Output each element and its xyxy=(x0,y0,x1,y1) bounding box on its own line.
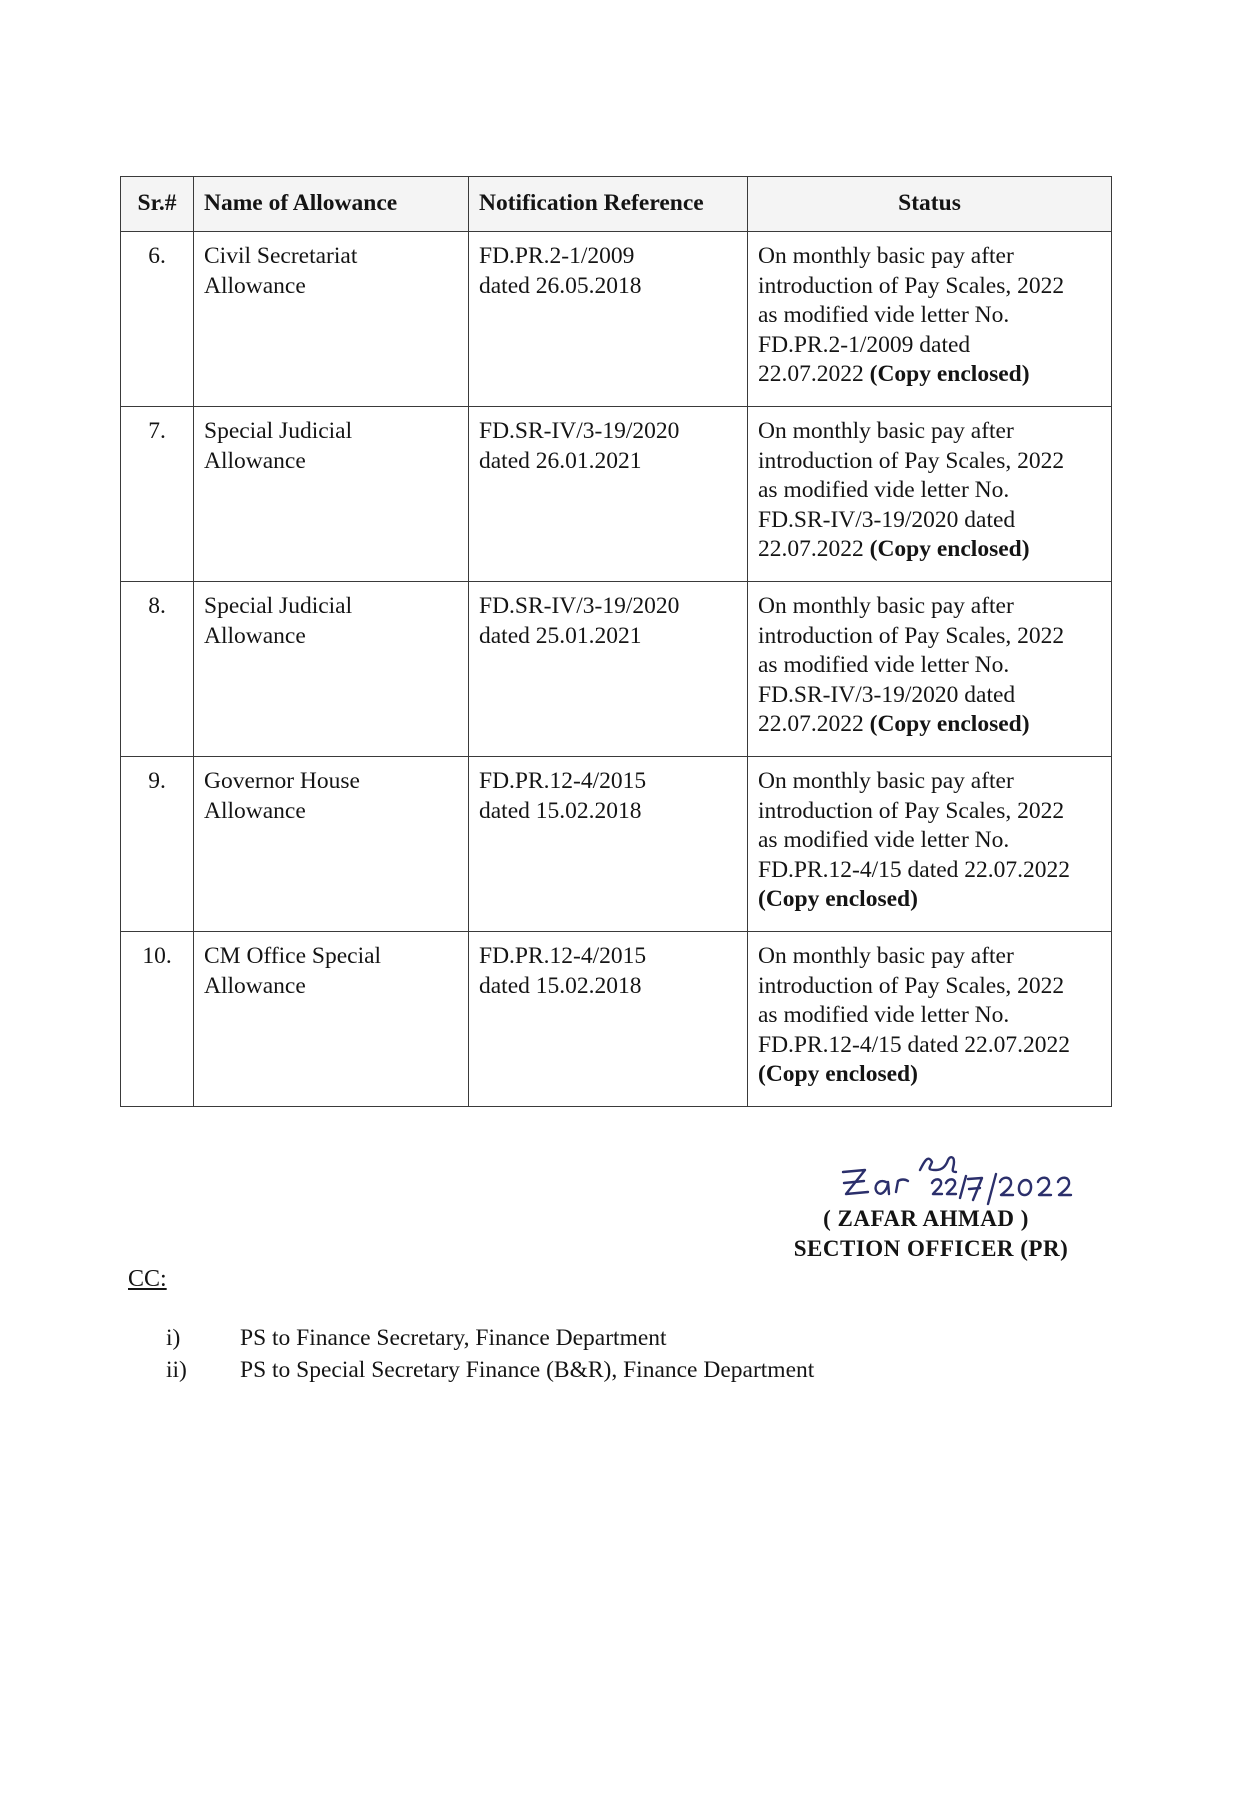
notification-reference-cell xyxy=(469,407,748,582)
status-line: On monthly basic pay after xyxy=(758,593,1014,619)
sr-cell: 7. xyxy=(121,407,194,582)
allowance-name-line: Allowance xyxy=(204,447,306,474)
allowance-name-line: Allowance xyxy=(204,797,306,824)
allowance-name-cell xyxy=(194,407,469,582)
status-line: introduction of Pay Scales, 2022 xyxy=(758,272,1065,299)
cc-item-text: PS to Special Secretary Finance (B&R), Finance Department xyxy=(240,1357,815,1383)
allowance-name-line: Allowance xyxy=(204,972,306,999)
notification-reference-line: FD.PR.12-4/2015 xyxy=(479,768,647,794)
cc-item-marker: i) xyxy=(166,1325,181,1351)
status-line: FD.SR-IV/3-19/2020 dated xyxy=(758,506,1016,533)
status-cell xyxy=(748,932,1112,1107)
status-line: as modified vide letter No. xyxy=(758,1002,1010,1028)
status-line: FD.PR.2-1/2009 dated xyxy=(758,331,971,358)
status-line: FD.SR-IV/3-19/2020 dated xyxy=(758,681,1016,708)
table-body xyxy=(121,232,1112,1107)
officer-title: SECTION OFFICER (PR) xyxy=(793,1236,1069,1261)
sr-cell: 8. xyxy=(121,582,194,757)
table-row xyxy=(121,757,1112,932)
status-line: FD.PR.12-4/15 dated 22.07.2022 xyxy=(758,856,1071,883)
cc-list xyxy=(160,1322,814,1386)
sr-cell: 10. xyxy=(121,932,194,1107)
notification-reference-line: FD.PR.2-1/2009 xyxy=(479,243,635,269)
notification-reference-line: FD.SR-IV/3-19/2020 xyxy=(479,593,680,619)
header-status: Status xyxy=(748,177,1112,232)
status-date: 22.07.2022 xyxy=(758,361,864,387)
allowance-name-line: Special Judicial xyxy=(204,418,353,444)
header-notification-reference: Notification Reference xyxy=(469,177,748,232)
status-line: as modified vide letter No. xyxy=(758,652,1010,678)
status-line: as modified vide letter No. xyxy=(758,302,1010,328)
copy-enclosed-note: (Copy enclosed) xyxy=(758,1061,918,1087)
notification-reference-line: dated 15.02.2018 xyxy=(479,797,642,824)
status-cell xyxy=(748,407,1112,582)
allowance-name-line: Allowance xyxy=(204,272,306,299)
notification-reference-line: FD.SR-IV/3-19/2020 xyxy=(479,418,680,444)
status-line: On monthly basic pay after xyxy=(758,768,1014,794)
status-line: introduction of Pay Scales, 2022 xyxy=(758,797,1065,824)
cc-heading: CC: xyxy=(128,1266,167,1292)
status-line: FD.PR.12-4/15 dated 22.07.2022 xyxy=(758,1031,1071,1058)
allowance-name-cell xyxy=(194,932,469,1107)
allowance-name-line: Civil Secretariat xyxy=(204,243,358,269)
cc-item xyxy=(160,1354,814,1386)
allowance-name-cell xyxy=(194,232,469,407)
status-line: introduction of Pay Scales, 2022 xyxy=(758,972,1065,999)
allowance-name-cell xyxy=(194,582,469,757)
status-cell xyxy=(748,582,1112,757)
status-line: On monthly basic pay after xyxy=(758,243,1014,269)
notification-reference-cell xyxy=(469,582,748,757)
notification-reference-line: dated 25.01.2021 xyxy=(479,622,642,649)
table-row xyxy=(121,232,1112,407)
copy-enclosed-note: (Copy enclosed) xyxy=(869,536,1030,562)
status-cell xyxy=(748,757,1112,932)
header-name-of-allowance: Name of Allowance xyxy=(194,177,469,232)
header-sr: Sr.# xyxy=(121,177,194,232)
status-line: as modified vide letter No. xyxy=(758,827,1010,853)
status-final-line xyxy=(758,1060,1101,1090)
officer-name: ( ZAFAR AHMAD ) xyxy=(823,1206,1029,1231)
allowance-name-line: Special Judicial xyxy=(204,593,353,619)
allowance-name-line: Governor House xyxy=(204,768,360,794)
status-line: introduction of Pay Scales, 2022 xyxy=(758,622,1065,649)
sr-cell: 6. xyxy=(121,232,194,407)
notification-reference-line: dated 15.02.2018 xyxy=(479,972,642,999)
status-final-line xyxy=(758,535,1101,565)
status-date: 22.07.2022 xyxy=(758,711,864,737)
notification-reference-line: FD.PR.12-4/2015 xyxy=(479,943,647,969)
copy-enclosed-note: (Copy enclosed) xyxy=(758,886,918,912)
notification-reference-cell xyxy=(469,757,748,932)
cc-item-text: PS to Finance Secretary, Finance Department xyxy=(240,1325,667,1351)
allowance-name-cell xyxy=(194,757,469,932)
notification-reference-cell xyxy=(469,232,748,407)
status-line: introduction of Pay Scales, 2022 xyxy=(758,447,1065,474)
notification-reference-line: dated 26.05.2018 xyxy=(479,272,642,299)
allowance-table xyxy=(120,176,1112,1107)
status-final-line xyxy=(758,885,1101,915)
table-row xyxy=(121,407,1112,582)
status-final-line xyxy=(758,710,1101,740)
table-header-row xyxy=(121,177,1112,232)
status-line: as modified vide letter No. xyxy=(758,477,1010,503)
notification-reference-line: dated 26.01.2021 xyxy=(479,447,642,474)
cc-item-marker: ii) xyxy=(166,1357,187,1383)
sr-cell: 9. xyxy=(121,757,194,932)
table-row xyxy=(121,932,1112,1107)
status-cell xyxy=(748,232,1112,407)
status-line: On monthly basic pay after xyxy=(758,943,1014,969)
status-final-line xyxy=(758,360,1101,390)
signature-block xyxy=(770,1148,1190,1268)
notification-reference-cell xyxy=(469,932,748,1107)
copy-enclosed-note: (Copy enclosed) xyxy=(869,361,1030,387)
status-date: 22.07.2022 xyxy=(758,536,864,562)
status-line: On monthly basic pay after xyxy=(758,418,1014,444)
table-row xyxy=(121,582,1112,757)
cc-item xyxy=(160,1322,814,1354)
allowance-name-line: Allowance xyxy=(204,622,306,649)
allowance-name-line: CM Office Special xyxy=(204,943,382,969)
copy-enclosed-note: (Copy enclosed) xyxy=(869,711,1030,737)
